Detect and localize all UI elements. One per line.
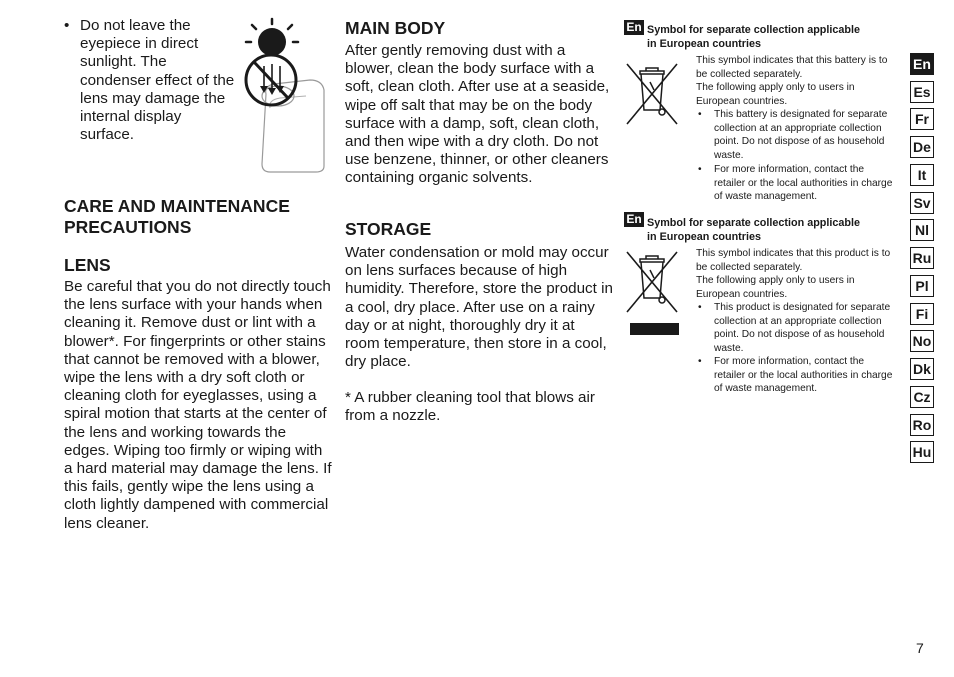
lang-tab-fr[interactable]: Fr	[910, 108, 934, 130]
storage-heading: STORAGE	[345, 219, 432, 239]
lang-tab-no[interactable]: No	[910, 330, 934, 352]
main-body-heading: MAIN BODY	[345, 18, 446, 38]
en-badge: En	[624, 212, 644, 227]
product-list-item-text: This product is designated for separate collection at an appropriate collection point. Do not dispose of as household waste.	[714, 302, 891, 354]
lang-tab-hu[interactable]: Hu	[910, 441, 934, 463]
lens-heading: LENS	[64, 255, 111, 275]
title-line-1: Symbol for separate collection applicable	[647, 217, 861, 229]
bullet-dot: •	[698, 109, 702, 120]
footnote: * A rubber cleaning tool that blows air from a nozzle.	[345, 389, 595, 425]
battery-symbol-intro: This symbol indicates that this battery is to be collected separately.	[696, 55, 888, 80]
lang-tab-it[interactable]: It	[910, 164, 934, 186]
product-apply-note: The following apply only to users in European countries.	[696, 275, 855, 300]
lang-tab-sv[interactable]: Sv	[910, 192, 934, 214]
battery-list-item-text: For more information, contact the retailer or the local authorities in charge of waste management.	[714, 164, 893, 203]
en-badge: En	[624, 20, 644, 35]
bullet-dot: •	[64, 17, 70, 34]
product-symbol-intro: This symbol indicates that this product is to be collected separately.	[696, 248, 891, 273]
lang-tab-pl[interactable]: Pl	[910, 275, 934, 297]
lang-tab-ro[interactable]: Ro	[910, 414, 934, 436]
bullet-dot: •	[698, 302, 702, 313]
storage-text: Water condensation or mold may occur on lens surfaces because of high humidity. Therefore, store the product in a cool, dry place. After use on a rainy day or at night, thoroughly dry it at room temperature, then store in a cool, dry place.	[345, 244, 613, 371]
lang-tab-fi[interactable]: Fi	[910, 303, 934, 325]
product-symbol-title	[647, 217, 897, 244]
title-line-2: in European countries	[647, 37, 761, 50]
bullet-dot: •	[698, 356, 702, 367]
battery-list-item-text: This battery is designated for separate collection at an appropriate collection point. Do not dispose of as household waste.	[714, 109, 888, 161]
lang-tab-de[interactable]: De	[910, 136, 934, 158]
crossed-bin-icon	[624, 62, 680, 126]
bin-underline-bar	[630, 323, 679, 335]
battery-apply-note: The following apply only to users in European countries.	[696, 82, 855, 107]
bullet-dot: •	[698, 164, 702, 175]
battery-symbol-title	[647, 24, 897, 51]
care-maintenance-heading: CARE AND MAINTENANCE PRECAUTIONS	[64, 196, 290, 237]
lang-tab-nl[interactable]: Nl	[910, 219, 934, 241]
sunlight-warning-text: Do not leave the eyepiece in direct sunlight. The condenser effect of the lens may damage the internal display surface.	[80, 17, 235, 144]
lang-tab-en[interactable]: En	[910, 53, 934, 75]
lang-tab-es[interactable]: Es	[910, 81, 934, 103]
crossed-bin-icon	[624, 250, 680, 314]
lens-text: Be careful that you do not directly touch the lens surface with your hands when cleaning it. Remove dust or lint with a blower*. For fingerprints or other stains that cannot be removed with a blower, wipe the lens with a dry soft cloth or cleaning cloth for eyeglasses, using a spiral motion that starts at the center of the lens and working towards the edges. Wiping too firmly or wiping with a hard material may damage the lens. If this fails, gently wipe the lens using a cloth lightly dampened with commercial lens cleaner.	[64, 278, 332, 532]
title-line-2: in European countries	[647, 230, 761, 243]
product-list-item-text: For more information, contact the retailer or the local authorities in charge of waste management.	[714, 356, 893, 395]
lang-tab-dk[interactable]: Dk	[910, 358, 934, 380]
main-body-text: After gently removing dust with a blower, clean the body surface with a soft, clean cloth. After use at a seaside, wipe off salt that may be on the body surface with a damp, soft, clean cloth, and then wipe with a dry cloth. Do not use benzene, thinner, or other cleaners containing organic solvents.	[345, 42, 610, 187]
lang-tab-cz[interactable]: Cz	[910, 386, 934, 408]
lang-tab-ru[interactable]: Ru	[910, 247, 934, 269]
page-number: 7	[916, 640, 924, 656]
title-line-1: Symbol for separate collection applicable	[647, 24, 861, 36]
sun-no-eyepiece-illustration-icon	[240, 16, 330, 174]
